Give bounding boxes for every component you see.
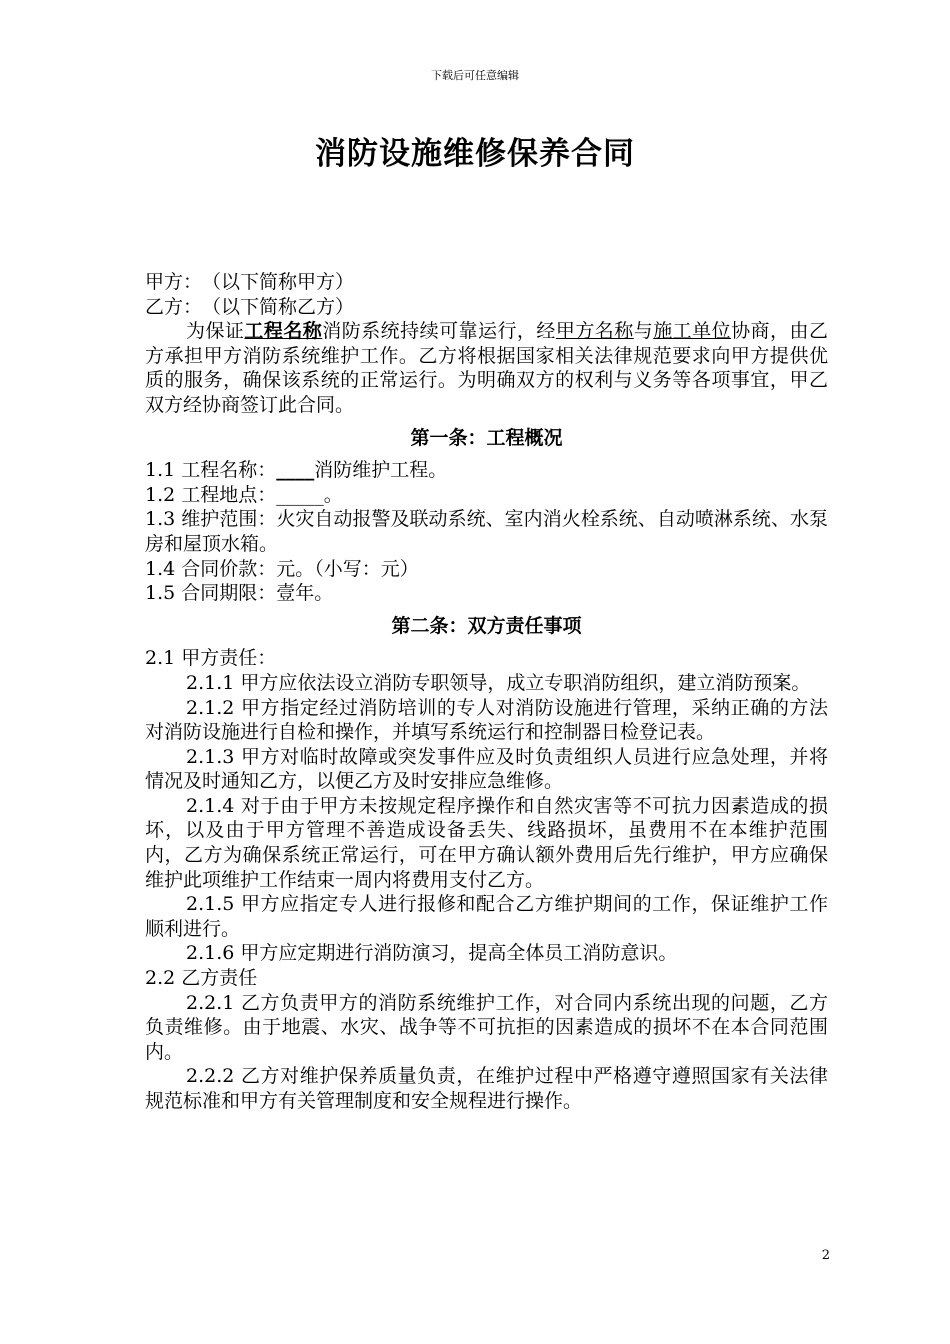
section-2-1: 2.1 甲方责任： [145,647,277,670]
item-1-4: 1.4 合同价款：元。（小写：元） [145,557,419,580]
section-2-2: 2.2 乙方责任 [145,967,258,990]
item-1-1-rest: 消防维护工程。 [314,459,448,482]
intro-text-4: 协商，由乙方承担甲方消防系统维护工作。乙方将根据国家相关法律规范要求向甲方提供优质的服务，确保该系统的正常运行。为明确双方的权利与义务等各项事宜，甲乙双方经协商签订此合同。 [145,320,828,416]
item-1-1-label: 1.1 工程名称： [145,459,277,482]
item-1-2-label: 1.2 工程地点： [145,483,277,506]
item-1-2-blank: _____ [276,483,324,506]
intro-text-2: 消防系统持续可靠运行，经 [322,320,556,343]
clause-2-2-2: 2.2.2 乙方对维护保养质量负责，在维护过程中严格遵守遵照国家有关法律规范标准和甲方有关管理制度和安全规程进行操作。 [145,1065,828,1112]
contractor-field: 施工单位 [653,320,732,343]
item-1-3: 1.3 维护范围：火灾自动报警及联动系统、室内消火栓系统、自动喷淋系统、水泵房和屋顶水箱。 [145,508,828,555]
party-b-line: 乙方： （以下简称乙方） [145,295,355,318]
party-a-line: 甲方： （以下简称甲方） [145,271,355,293]
intro-paragraph [145,319,828,417]
item-1-1 [145,458,828,483]
project-name-field: 工程名称 [244,320,323,343]
document-title: 消防设施维修保养合同 [315,136,635,172]
item-1-1-blank: ____ [276,459,315,482]
article-1-heading: 第一条：工程概况 [410,426,563,449]
contract-body [145,270,828,1114]
header-note: 下载后可任意编辑 [431,69,519,82]
clause-2-1-4: 2.1.4 对于由于甲方未按规定程序操作和自然灾害等不可抗力因素造成的损坏，以及由于甲方管理不善造成设备丢失、线路损坏，虽费用不在本维护范围内，乙方为确保系统正常运行，可在甲方确认额外费用后先行维护，甲方应确保维护此项维护工作结束一周内将费用支付乙方。 [145,794,828,891]
article-2-heading: 第二条：双方责任事项 [391,614,582,637]
item-1-2-rest: 。 [323,483,343,506]
clause-2-1-3: 2.1.3 甲方对临时故障或突发事件应及时负责组织人员进行应急处理，并将情况及时通知乙方，以便乙方及时安排应急维修。 [145,745,828,793]
clause-2-1-6: 2.1.6 甲方应定期进行消防演习，提高全体员工消防意识。 [186,942,678,965]
intro-text-1: 为保证 [186,320,245,343]
clause-2-1-2: 2.1.2 甲方指定经过消防培训的专人对消防设施进行管理，采纳正确的方法对消防设施进行自检和操作，并填写系统运行和控制器日检登记表。 [145,696,828,744]
clause-2-1-1: 2.1.1 甲方应依法设立消防专职领导，成立专职消防组织，建立消防预案。 [186,671,811,694]
clause-2-1-5: 2.1.5 甲方应指定专人进行报修和配合乙方维护期间的工作，保证维护工作顺利进行。 [145,893,828,940]
item-1-2 [145,483,828,508]
party-a-name-field: 甲方名称 [555,320,634,343]
clause-2-2-1: 2.2.1 乙方负责甲方的消防系统维护工作，对合同内系统出现的问题，乙方负责维修。由于地震、水灾、战争等不可抗拒的因素造成的损坏不在本合同范围内。 [145,991,828,1063]
page-number: 2 [821,1248,830,1263]
item-1-5: 1.5 合同期限：壹年。 [145,582,334,605]
intro-text-3: 与 [633,320,654,343]
